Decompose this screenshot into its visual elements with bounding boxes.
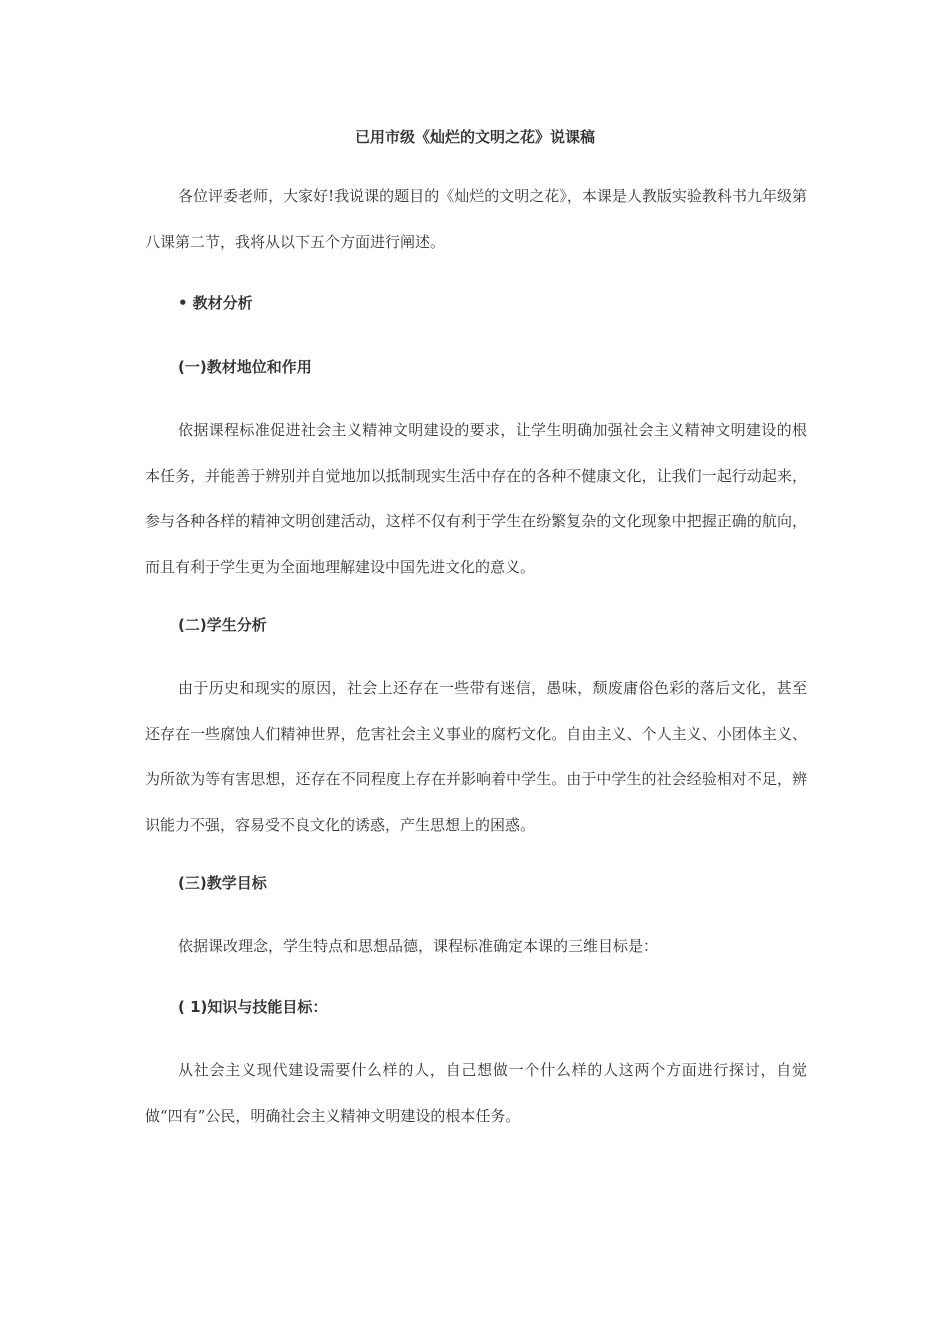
teaching-goals-paragraph: 依据课改理念，学生特点和思想品德，课程标准确定本课的三维目标是： [178, 937, 659, 955]
intro-paragraph: 各位评委老师，大家好!我说课的题目的《灿烂的文明之花》，本课是人教版实验教科书九年级第八课第二节，我将从以下五个方面进行阐述。 [145, 187, 807, 251]
subheading-textbook-position: (一)教材地位和作用 [178, 358, 312, 376]
subheading-student-analysis: (二)学生分析 [178, 616, 267, 634]
student-analysis-paragraph: 由于历史和现实的原因，社会上还存在一些带有迷信，愚味，颓废庸俗色彩的落后文化，甚至还存在一些腐蚀人们精神世界，危害社会主义事业的腐朽文化。自由主义、个人主义、小团体主义、为所欲为等有害思想，还存在不同程度上存在并影响着中学生。由于中学生的社会经验相对不足，辨识能力不强，容易受不良文化的诱惑，产生思想上的困惑。 [145, 679, 807, 834]
knowledge-goals-paragraph: 从社会主义现代建设需要什么样的人，自己想做一个什么样的人这两个方面进行探讨，自觉做“四有”公民，明确社会主义精神文明建设的根本任务。 [145, 1061, 807, 1125]
subheading-knowledge-goals: ( 1)知识与技能目标： [178, 998, 328, 1016]
document-title: 已用市级《灿烂的文明之花》说课稿 [354, 128, 595, 146]
section-heading-textbook-analysis [178, 291, 253, 315]
subheading-teaching-goals: (三)教学目标 [178, 874, 267, 892]
textbook-position-paragraph: 依据课程标准促进社会主义精神文明建设的要求，让学生明确加强社会主义精神文明建设的根本任务，并能善于辨别并自觉地加以抵制现实生活中存在的各种不健康文化，让我们一起行动起来，参与各种各样的精神文明创建活动，这样不仅有利于学生在纷繁复杂的文化现象中把握正确的航向，而且有利于学生更为全面地理解建设中国先进文化的意义。 [145, 421, 807, 576]
bullet-icon: • [178, 294, 188, 312]
section-heading-label: 教材分析 [192, 294, 253, 312]
